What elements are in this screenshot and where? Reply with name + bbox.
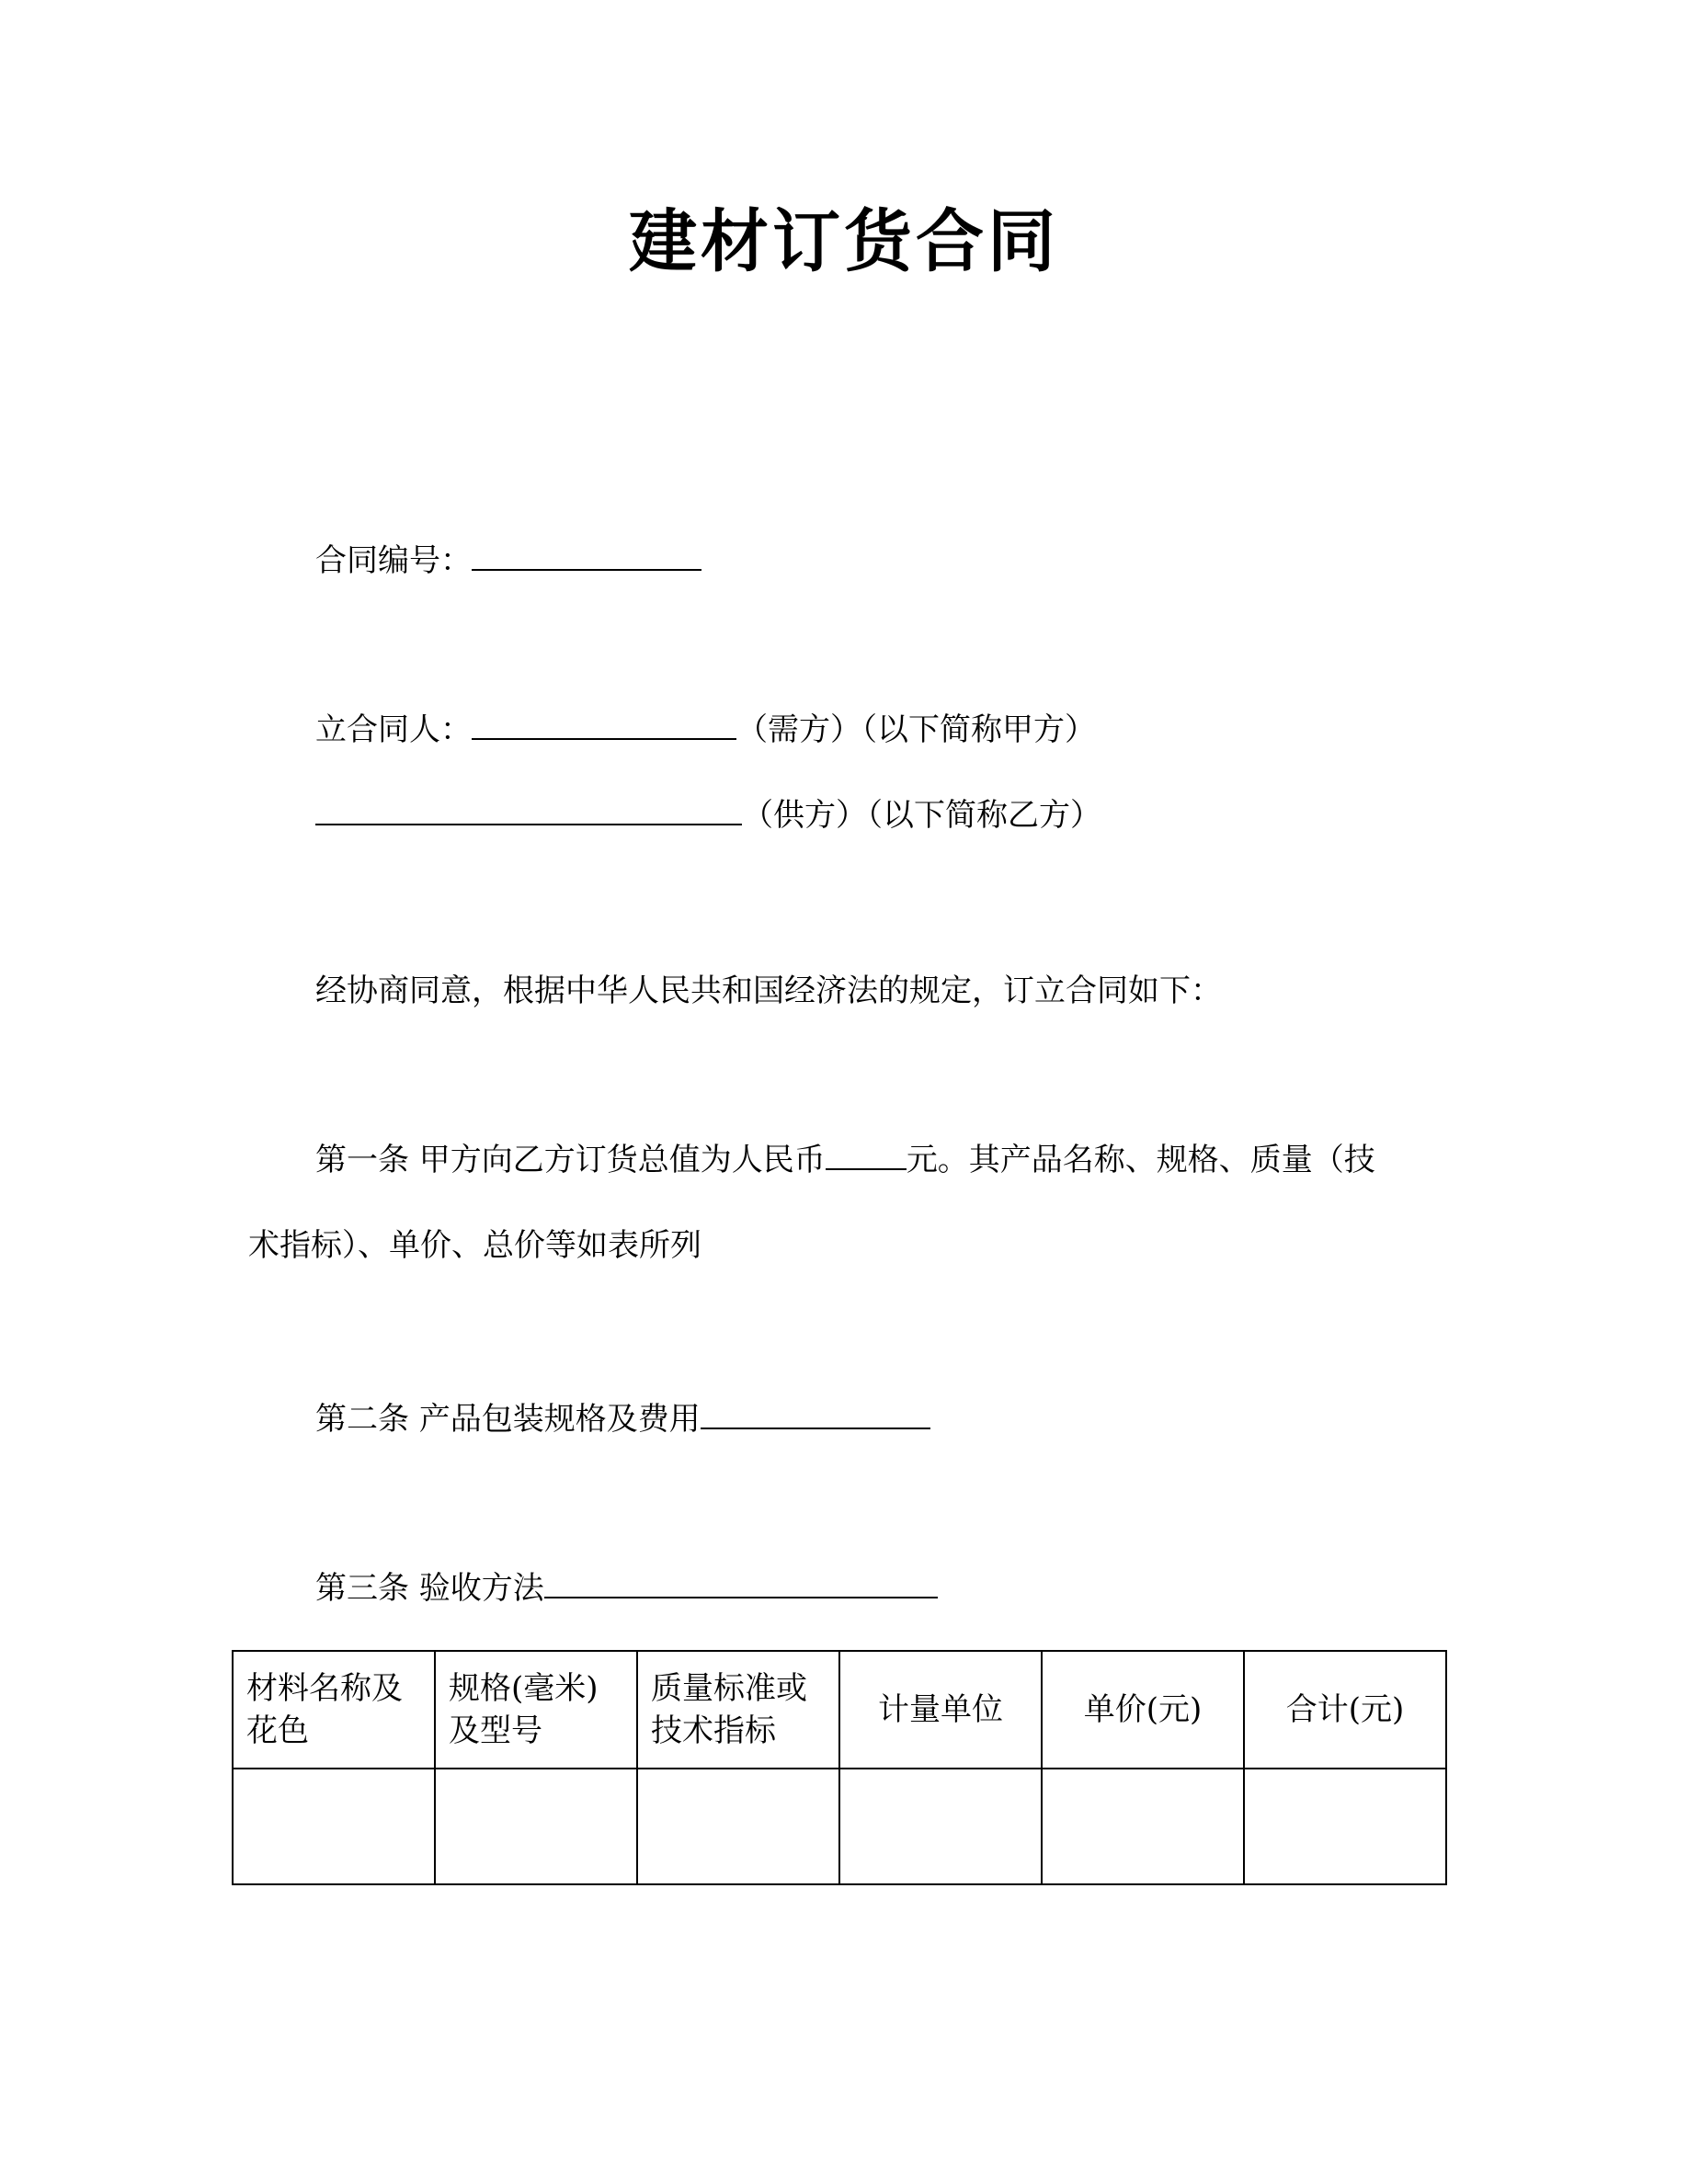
article-2-line <box>315 1399 930 1439</box>
acceptance-method-blank[interactable] <box>544 1569 938 1598</box>
parties-label: 立合同人： <box>315 711 472 748</box>
article-1-suffix: 元。其产品名称、规格、质量（技 <box>906 1142 1375 1178</box>
table-cell[interactable] <box>839 1769 1042 1884</box>
contract-number-line <box>315 540 701 581</box>
header-unit-price: 单价(元) <box>1042 1651 1244 1769</box>
article-1-prefix: 第一条 甲方向乙方订货总值为人民币 <box>315 1142 826 1178</box>
product-table <box>232 1650 1447 1885</box>
header-spec: 规格(毫米)及型号 <box>435 1651 637 1769</box>
packaging-blank[interactable] <box>701 1400 930 1429</box>
buyer-line <box>315 710 1096 750</box>
table-cell[interactable] <box>1042 1769 1244 1884</box>
table-cell[interactable] <box>233 1769 435 1884</box>
table-row <box>233 1769 1446 1884</box>
header-quality: 质量标准或技术指标 <box>637 1651 839 1769</box>
seller-line <box>315 795 1101 836</box>
document-title: 建材订货合同 <box>629 202 1059 281</box>
table-header-row <box>233 1651 1446 1769</box>
article-1-line-2: 术指标）、单价、总价等如表所列 <box>248 1227 701 1264</box>
table-cell[interactable] <box>435 1769 637 1884</box>
buyer-note: （需方）（以下简称甲方） <box>736 711 1096 748</box>
header-material-name: 材料名称及花色 <box>233 1651 435 1769</box>
article-3-line <box>315 1568 938 1609</box>
seller-note: （供方）（以下简称乙方） <box>742 797 1101 834</box>
contract-number-blank[interactable] <box>472 541 701 571</box>
contract-number-label: 合同编号： <box>315 542 472 579</box>
seller-name-blank[interactable] <box>315 796 742 825</box>
article-1-line-1 <box>315 1140 1375 1180</box>
article-2-text: 第二条 产品包装规格及费用 <box>315 1401 701 1438</box>
table-cell[interactable] <box>1244 1769 1446 1884</box>
header-unit: 计量单位 <box>839 1651 1042 1769</box>
intro-paragraph: 经协商同意，根据中华人民共和国经济法的规定，订立合同如下： <box>315 973 1222 1009</box>
total-value-blank[interactable] <box>826 1141 907 1170</box>
table-cell[interactable] <box>637 1769 839 1884</box>
header-total: 合计(元) <box>1244 1651 1446 1769</box>
article-3-text: 第三条 验收方法 <box>315 1570 544 1607</box>
buyer-name-blank[interactable] <box>472 711 736 740</box>
